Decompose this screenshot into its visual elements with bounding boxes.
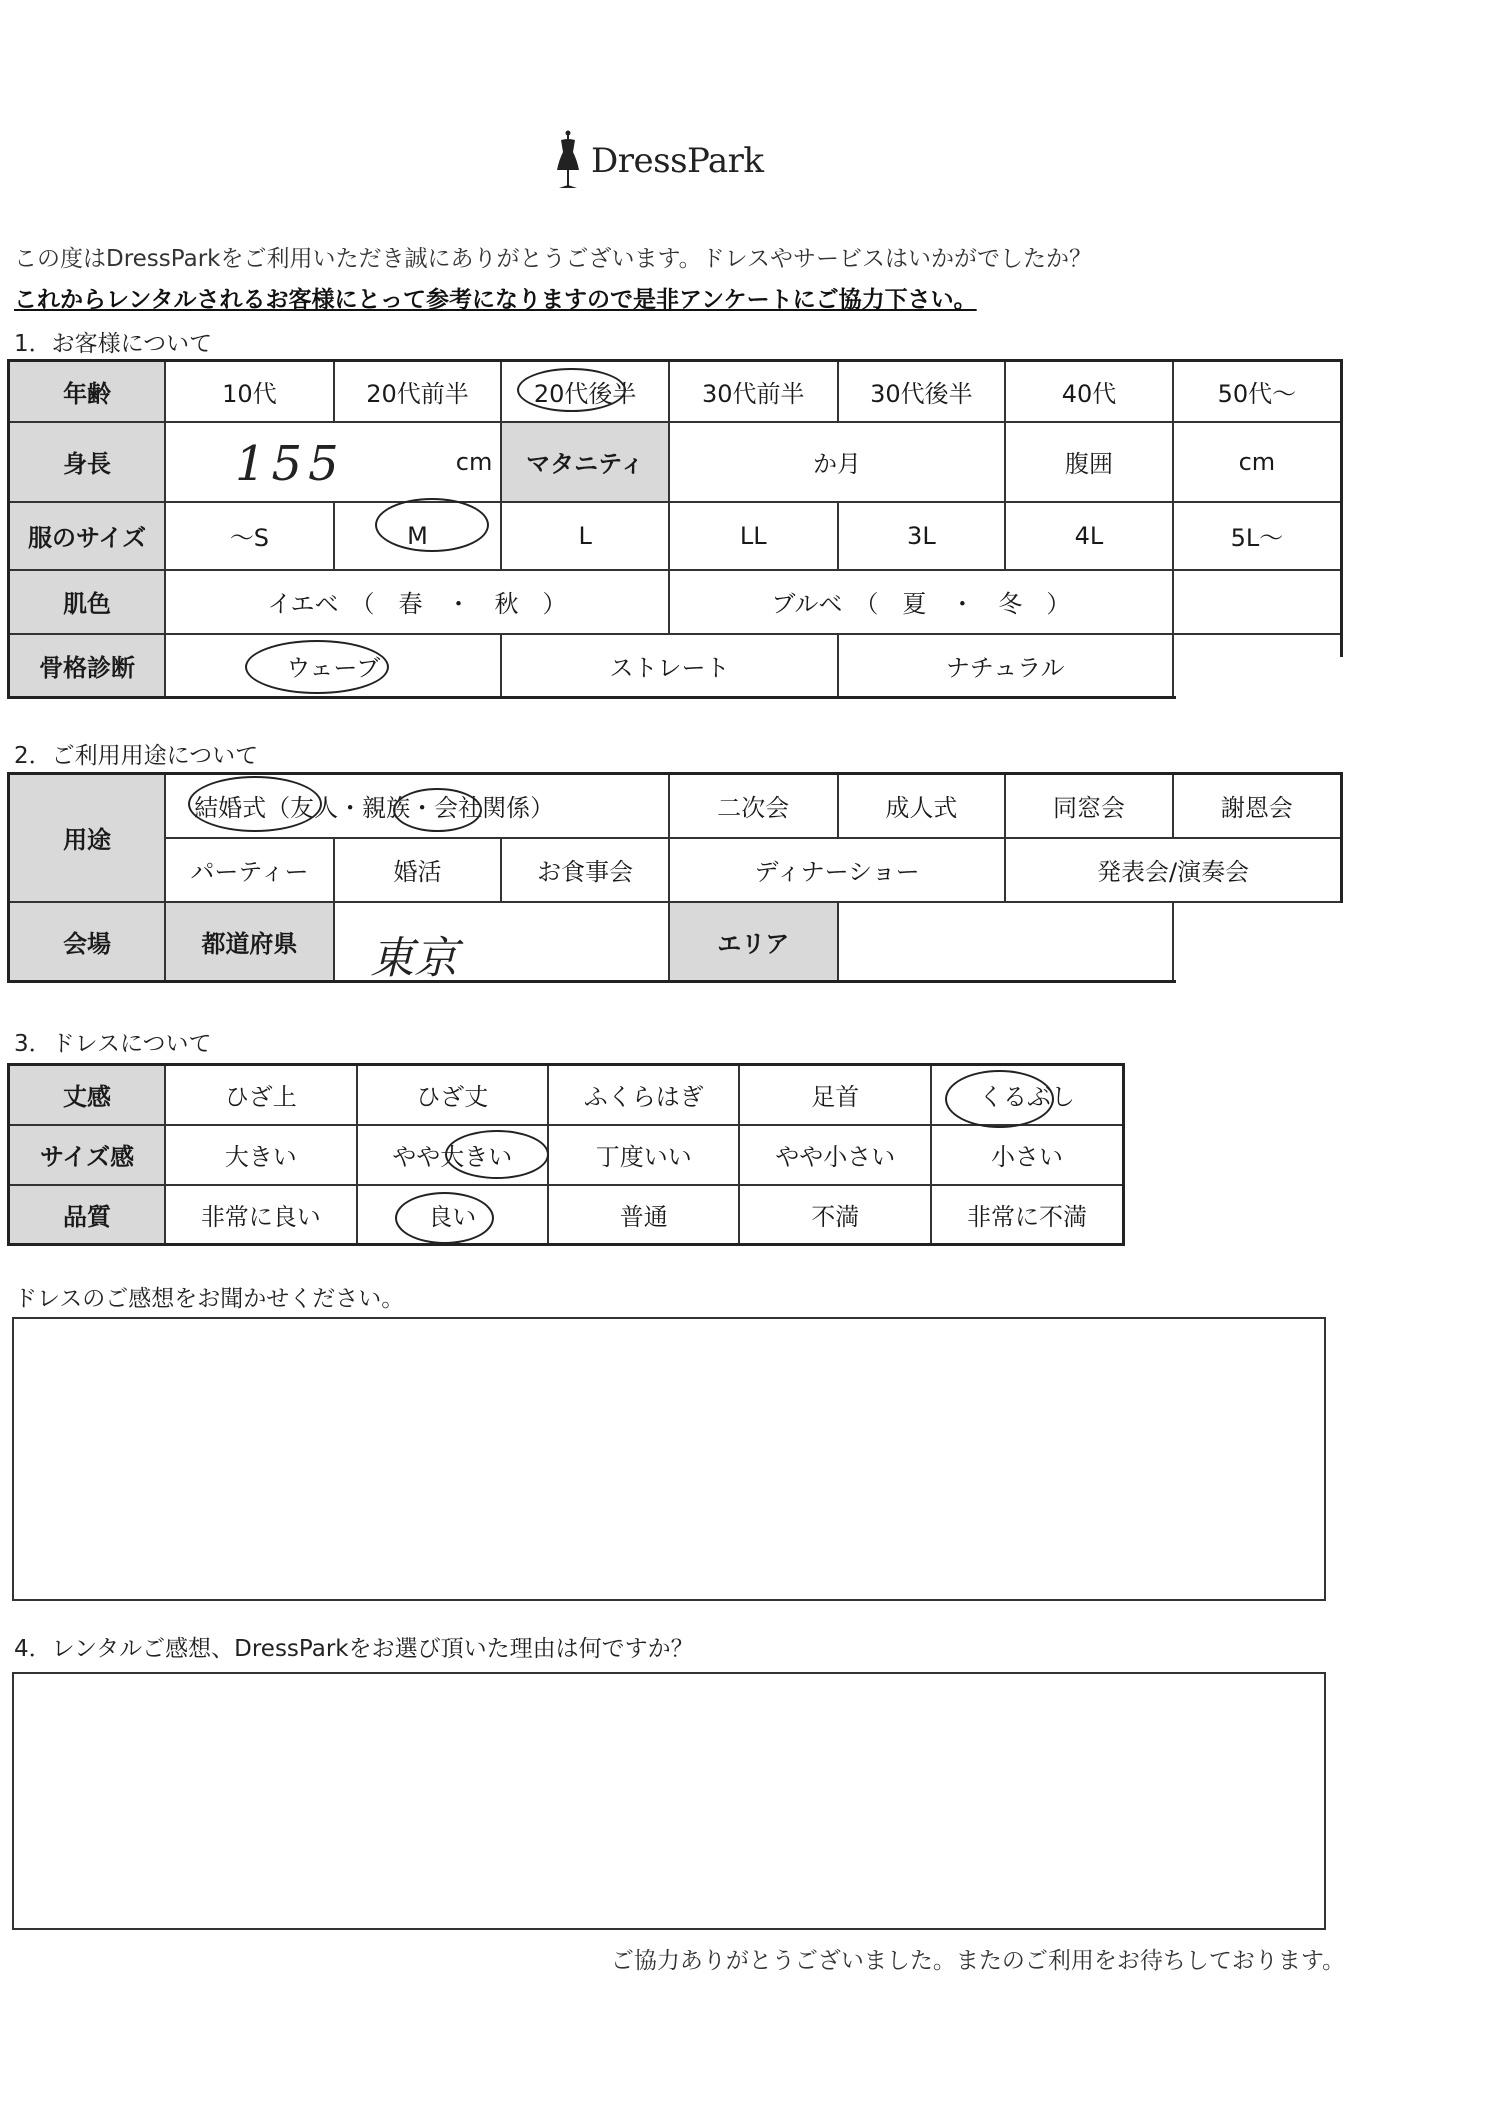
height-unit: cm [455, 447, 493, 476]
prefecture-value: 東京 [370, 933, 458, 984]
size-option[interactable]: M [334, 502, 502, 570]
purpose-option[interactable]: ディナーショー [669, 838, 1005, 902]
height-value: 155 [235, 436, 345, 492]
size-option[interactable]: ～S [165, 502, 334, 570]
skin-label: 肌色 [9, 570, 166, 634]
logo [555, 130, 764, 192]
purpose-option[interactable]: 同窓会 [1005, 774, 1173, 838]
dress-form-icon [555, 130, 581, 192]
selection-circle [375, 498, 489, 552]
section2-title: 2．ご利用用途について [14, 743, 259, 769]
age-label: 年齢 [9, 361, 166, 422]
length-option[interactable]: ひざ上 [165, 1065, 356, 1125]
quality-option[interactable]: 不満 [739, 1185, 930, 1245]
quality-option[interactable]: 非常に不満 [931, 1185, 1124, 1245]
selection-circle [445, 1130, 549, 1179]
selection-circle [393, 788, 482, 832]
size-option[interactable]: L [501, 502, 669, 570]
quality-option[interactable]: 非常に良い [165, 1185, 356, 1245]
thank-you-note: ご協力ありがとうございました。またのご利用をお待ちしております。 [610, 1948, 1345, 1974]
bone-option[interactable]: ウェーブ [165, 634, 501, 698]
fit-option[interactable]: やや小さい [739, 1125, 930, 1185]
age-option[interactable]: 30代後半 [838, 361, 1006, 422]
section3-title: 3．ドレスについて [14, 1031, 212, 1057]
age-option[interactable]: 20代後半 [501, 361, 669, 422]
section4-title: 4．レンタルご感想、DressParkをお選び頂いた理由は何ですか？ [14, 1636, 694, 1662]
age-option[interactable]: 50代～ [1173, 361, 1342, 422]
length-label: 丈感 [9, 1065, 166, 1125]
months-unit: か月 [813, 450, 862, 478]
length-option[interactable]: くるぶし [931, 1065, 1124, 1125]
dress-comment-label: ドレスのご感想をお聞かせください。 [14, 1286, 405, 1312]
fit-option[interactable]: 丁度いい [548, 1125, 739, 1185]
selection-circle [188, 776, 322, 832]
size-option[interactable]: 4L [1005, 502, 1173, 570]
quality-option[interactable]: 普通 [548, 1185, 739, 1245]
rental-comment-box[interactable] [12, 1672, 1326, 1930]
size-option[interactable]: LL [669, 502, 838, 570]
waist-unit: cm [1238, 447, 1276, 476]
skin-option[interactable]: イエベ （ 春 ・ 秋 ） [165, 570, 669, 634]
section1-title: 1．お客様について [14, 331, 213, 357]
area-field[interactable] [838, 902, 1173, 982]
months-field[interactable] [669, 422, 1005, 502]
purpose-option[interactable]: パーティー [165, 838, 334, 902]
bone-option[interactable]: ナチュラル [838, 634, 1173, 698]
prefecture-label: 都道府県 [165, 902, 334, 982]
age-option[interactable]: 10代 [165, 361, 334, 422]
purpose-option[interactable]: 結婚式（友人・親族・会社関係） [165, 774, 669, 838]
size-option[interactable]: 3L [838, 502, 1006, 570]
dress-comment-box[interactable] [12, 1317, 1326, 1601]
fit-option[interactable]: やや大きい [357, 1125, 548, 1185]
area-label: エリア [669, 902, 838, 982]
quality-label: 品質 [9, 1185, 166, 1245]
selection-circle [945, 1070, 1054, 1128]
mask [1176, 903, 1348, 989]
waist-label: 腹囲 [1005, 422, 1173, 502]
waist-field[interactable] [1173, 422, 1342, 502]
purpose-option[interactable]: お食事会 [501, 838, 669, 902]
quality-option[interactable]: 良い [357, 1185, 548, 1245]
bone-label: 骨格診断 [9, 634, 166, 698]
height-label: 身長 [9, 422, 166, 502]
maternity-label: マタニティ [501, 422, 669, 502]
logo-text: DressPark [591, 141, 764, 181]
size-option[interactable]: 5L～ [1173, 502, 1342, 570]
length-option[interactable]: 足首 [739, 1065, 930, 1125]
length-option[interactable]: ふくらはぎ [548, 1065, 739, 1125]
selection-circle [395, 1192, 494, 1244]
skin-option[interactable]: ブルベ （ 夏 ・ 冬 ） [669, 570, 1173, 634]
customer-table [7, 359, 1343, 699]
selection-circle [517, 368, 626, 412]
purpose-option[interactable]: 謝恩会 [1173, 774, 1342, 838]
purpose-option[interactable]: 二次会 [669, 774, 838, 838]
purpose-option[interactable]: 婚活 [334, 838, 502, 902]
venue-label: 会場 [9, 902, 166, 982]
purpose-option[interactable]: 成人式 [838, 774, 1006, 838]
fit-label: サイズ感 [9, 1125, 166, 1185]
purpose-label: 用途 [9, 774, 166, 902]
length-option[interactable]: ひざ丈 [357, 1065, 548, 1125]
size-label: 服のサイズ [9, 502, 166, 570]
age-option[interactable]: 30代前半 [669, 361, 838, 422]
intro-line: この度はDressParkをご利用いただき誠にありがとうございます。ドレスやサービスはいかがでしたか？ [14, 246, 1092, 272]
bone-option[interactable]: ストレート [501, 634, 837, 698]
fit-option[interactable]: 小さい [931, 1125, 1124, 1185]
purpose-option[interactable]: 発表会/演奏会 [1005, 838, 1341, 902]
fit-option[interactable]: 大きい [165, 1125, 356, 1185]
age-option[interactable]: 20代前半 [334, 361, 502, 422]
intro-request: これからレンタルされるお客様にとって参考になりますので是非アンケートにご協力下さい。 [14, 287, 977, 313]
empty-cell [1173, 570, 1342, 634]
age-option[interactable]: 40代 [1005, 361, 1173, 422]
selection-circle [245, 640, 389, 694]
